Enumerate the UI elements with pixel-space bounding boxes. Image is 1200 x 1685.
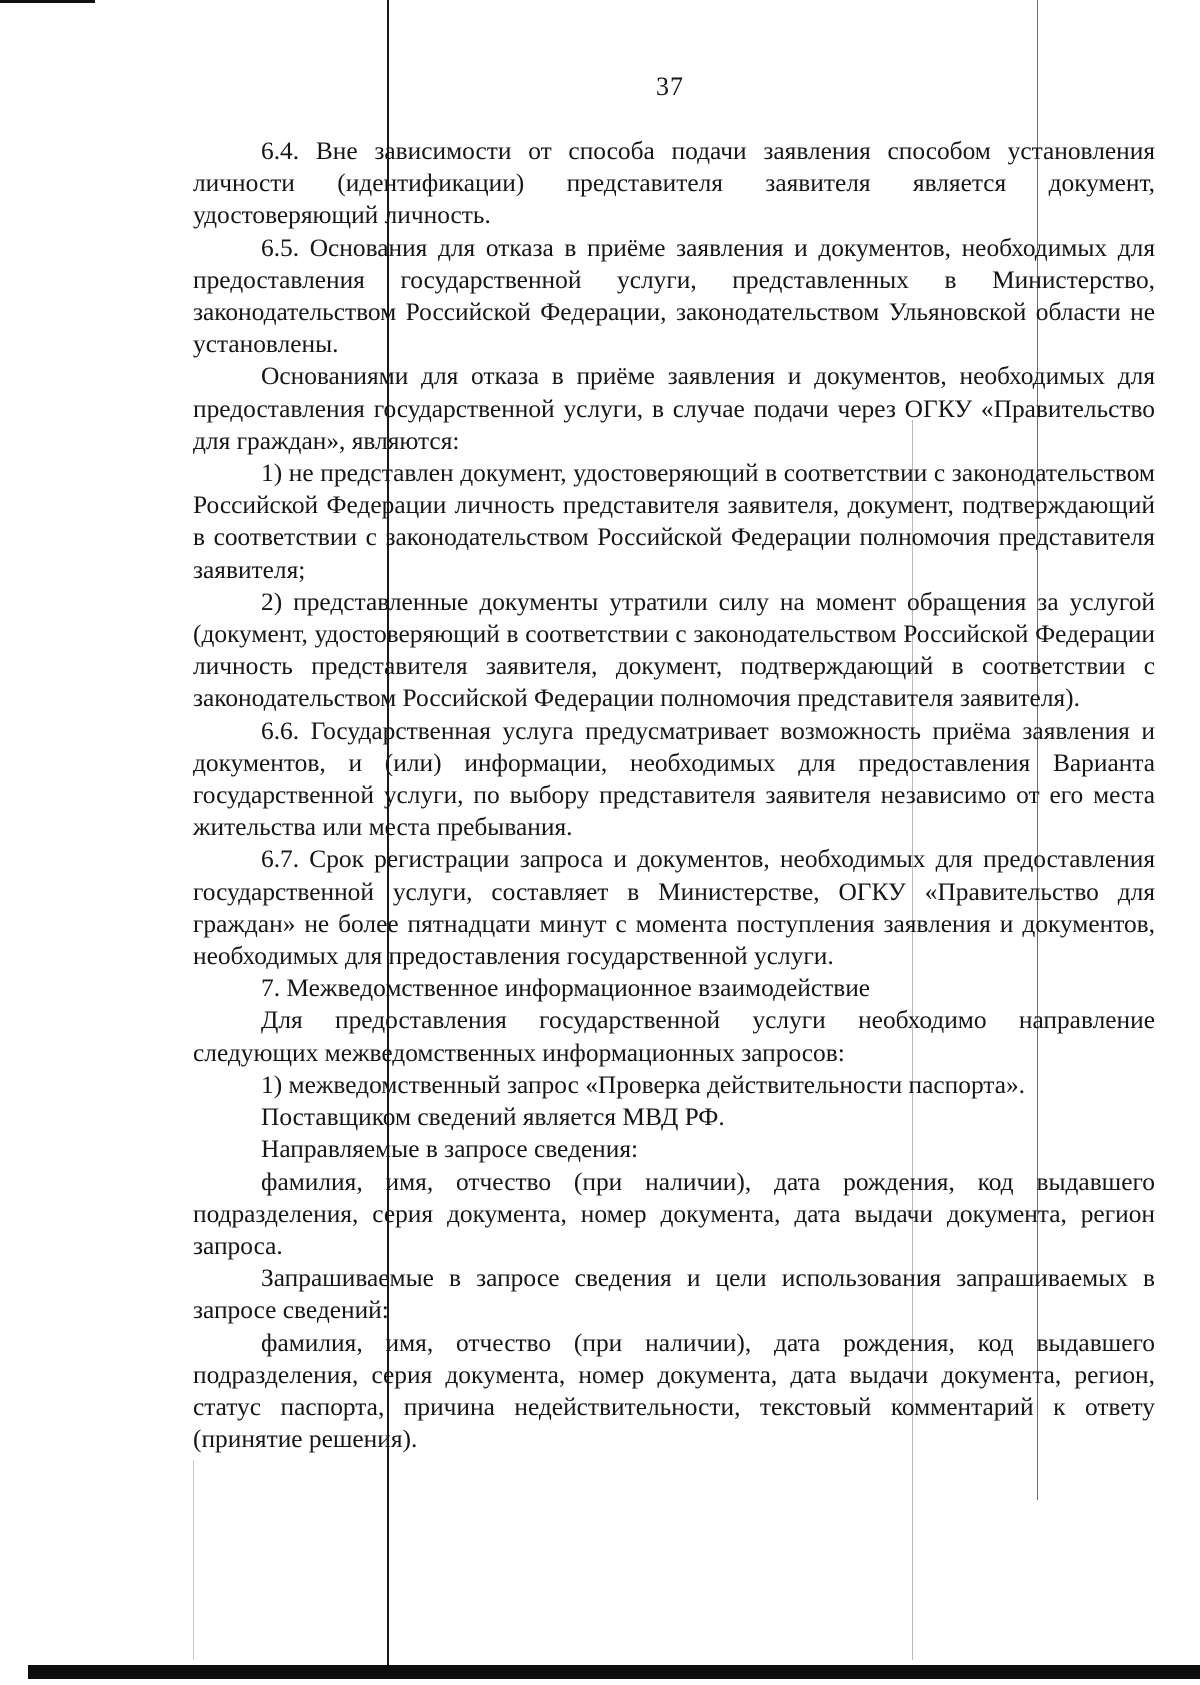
section-heading-7: 7. Межведомственное информационное взаимодействие [261,974,871,1003]
paragraph-sent-data-heading: Направляемые в запросе сведения: [261,1135,639,1164]
list-item-1: 1) не представлен документ, удостоверяющий в соответствии с законодательством Российской Федерации личность представителя заявителя, документ, подтверждающий в соответствии с законодательством Российской Федерации полномочия представителя заявителя; [193,459,1155,584]
scan-artifact-line [193,1460,194,1660]
paragraph-requested-data: фамилия, имя, отчество (при наличии), дата рождения, код выдавшего подразделения, серия документа, номер документа, дата выдачи документа, регион, статус паспорта, причина недействительности, текстовый комментарий к ответу (принятие решения). [193,1328,1155,1454]
paragraph-6-7: 6.7. Срок регистрации запроса и документов, необходимых для предоставления государственной услуги, составляет в Министерстве, ОГКУ «Правительство для граждан» не более пятнадцати минут с момента поступления заявления и документов, необходимых для предоставления государственной услуги. [193,845,1155,971]
paragraph-6-6: 6.6. Государственная услуга предусматривает возможность приёма заявления и документов, и (или) информации, необходимых для предоставления Варианта государственной услуги, по выбору представителя заявителя независимо от его места жительства или места пребывания. [193,716,1155,842]
paragraph-refusal-grounds: Основаниями для отказа в приёме заявления и документов, необходимых для предоставления государственной услуги, в случае подачи через ОГКУ «Правительство для граждан», являются: [193,362,1155,455]
paragraph-6-4: 6.4. Вне зависимости от способа подачи заявления способом установления личности (идентификации) представителя заявителя является документ, удостоверяющий личность. [193,137,1155,230]
page-number: 37 [656,72,684,101]
paragraph-interagency-intro: Для предоставления государственной услуги необходимо направление следующих межведомственных информационных запросов: [193,1006,1155,1067]
list-item-2: 2) представленные документы утратили силу на момент обращения за услугой (документ, удостоверяющий в соответствии с законодательством Российской Федерации личность представителя заявителя, документ, подтверждающий в соответствии с законодательством Российской Федерации полномочия представителя заявителя). [193,587,1155,713]
paragraph-sent-data: фамилия, имя, отчество (при наличии), дата рождения, код выдавшего подразделения, серия документа, номер документа, дата выдачи документа, регион запроса. [193,1167,1155,1260]
paragraph-requested-data-heading: Запрашиваемые в запросе сведения и цели использования запрашиваемых в запросе сведений: [193,1264,1155,1325]
document-body [193,135,1155,1455]
scan-edge-mark [0,0,95,3]
paragraph-6-5: 6.5. Основания для отказа в приёме заявления и документов, необходимых для предоставления государственной услуги, представленных в Министерство, законодательством Российской Федерации, законодательством Ульяновской области не установлены. [193,233,1155,359]
paragraph-provider: Поставщиком сведений является МВД РФ. [261,1103,725,1132]
scan-edge-bar [28,1665,1200,1679]
list-item-passport-request: 1) межведомственный запрос «Проверка действительности паспорта». [261,1070,1026,1099]
